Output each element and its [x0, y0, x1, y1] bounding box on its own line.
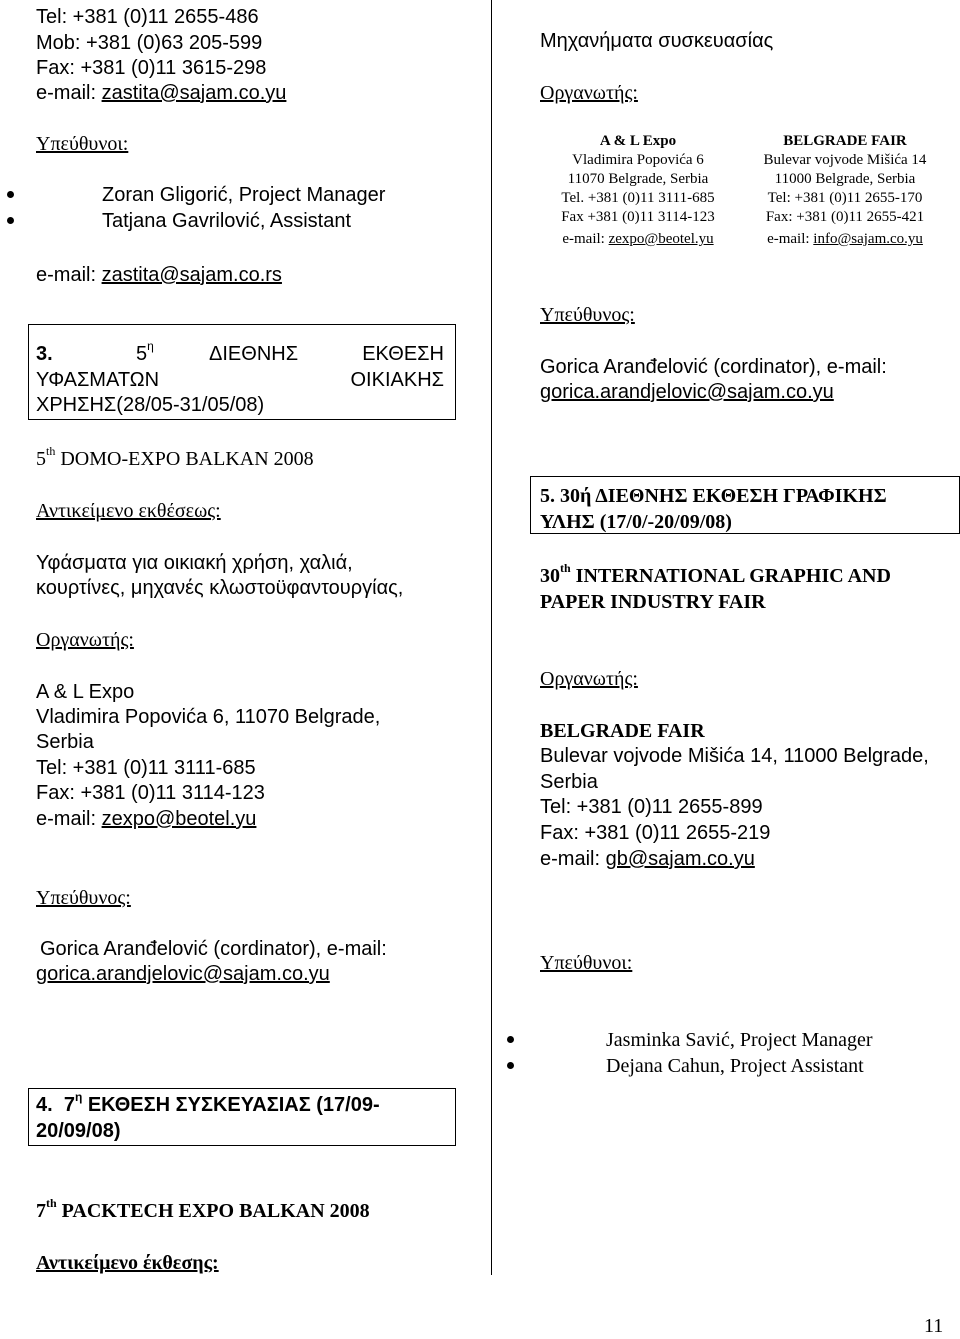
contact-email-label: e-mail:	[36, 82, 102, 104]
right-org-heading: Οργανωτής:	[540, 82, 638, 104]
org-b-addr1: Bulevar vojvode Mišića 14	[763, 152, 927, 168]
org-a-email: e-mail: zexpo@beotel.yu	[562, 231, 714, 247]
graphic-org-name: BELGRADE FAIR	[540, 720, 705, 742]
graphic-org-email	[540, 846, 755, 872]
domo-org-email-label: e-mail:	[36, 808, 102, 830]
graphic-title-line2: PAPER INDUSTRY FAIR	[540, 591, 766, 613]
exhibition-4-title-line2: 20/09/08)	[36, 1120, 121, 1142]
org-a-email-link[interactable]: zexpo@beotel.yu	[608, 231, 714, 247]
domo-resp-heading: Υπεύθυνος:	[36, 887, 131, 909]
bullet-1	[7, 191, 14, 198]
page-number: 11	[924, 1315, 944, 1337]
domo-resp-email[interactable]: gorica.arandjelovic@sajam.co.yu	[36, 963, 330, 985]
contact-tel: Tel: +381 (0)11 2655-486	[36, 6, 259, 28]
packtech-title: 7th PACKTECH EXPO BALKAN 2008	[36, 1196, 370, 1222]
graphic-org-addr2: Serbia	[540, 771, 598, 793]
domo-org-addr1: Vladimira Popovića 6, 11070 Belgrade,	[36, 706, 381, 728]
exhibition-4-title-line1: 4. $7^\eta$ ΕΚΘΕΣΗ ΣΥΣΚΕΥΑΣΙΑΣ (17/09-	[36, 1090, 380, 1116]
exhibition-3-word1: ΔΙΕΘΝΗΣ	[209, 343, 299, 365]
graphic-org-tel: Tel: +381 (0)11 2655-899	[540, 796, 763, 818]
contact-fax: Fax: +381 (0)11 3615-298	[36, 57, 267, 79]
domo-org-tel: Tel: +381 (0)11 3111-685	[36, 757, 256, 779]
domo-subject-heading: Αντικείμενο εκθέσεως:	[36, 500, 221, 522]
org-a-name: A & L Expo	[599, 133, 677, 149]
exhibition-3-ordinal: $5^\eta$	[136, 339, 154, 365]
org-a-tel: Tel. +381 (0)11 3111-685	[561, 190, 715, 206]
exhibition-3-number: 3.	[36, 343, 53, 365]
domo-org-email-link[interactable]: zexpo@beotel.yu	[101, 808, 257, 830]
graphic-resp-item-2: Dejana Cahun, Project Assistant	[606, 1055, 864, 1077]
bullet-4	[507, 1062, 514, 1069]
exhibition-3-word3: ΥΦΑΣΜΑΤΩΝ	[36, 369, 160, 391]
domo-title: 5th DOMO-EXPO BALKAN 2008	[36, 444, 314, 470]
responsible-email	[36, 262, 282, 288]
org-b-fax: Fax: +381 (0)11 2655-421	[765, 209, 925, 225]
org-b-email: e-mail: info@sajam.co.yu	[767, 231, 923, 247]
exhibition-3-word4: ΟΙΚΙΑΚΗΣ	[350, 369, 444, 391]
responsible-item-2: Tatjana Gavrilović, Assistant	[102, 210, 351, 232]
graphic-org-email-label: e-mail:	[540, 848, 606, 870]
org-b-addr2: 11000 Belgrade, Serbia	[774, 171, 916, 187]
machines-text: Μηχανήματα συσκευασίας	[540, 30, 774, 52]
column-divider	[491, 0, 492, 1275]
responsible-heading-1: Υπεύθυνοι:	[36, 133, 129, 155]
org-b-name: BELGRADE FAIR	[783, 133, 907, 149]
responsible-email-link[interactable]: zastita@sajam.co.rs	[101, 264, 282, 286]
org-b-email-link[interactable]: info@sajam.co.yu	[813, 231, 923, 247]
org-a-addr1: Vladimira Popovića 6	[572, 152, 704, 168]
domo-subject-line2: κουρτίνες, μηχανές κλωστοϋφαντουργίας,	[36, 577, 404, 599]
bullet-3	[507, 1036, 514, 1043]
right-resp-heading: Υπεύθυνος:	[540, 304, 635, 326]
domo-resp-line1: Gorica Aranđelović (cordinator), e-mail:	[40, 938, 387, 960]
org-a-fax: Fax +381 (0)11 3114-123	[561, 209, 715, 225]
domo-org-addr2: Serbia	[36, 731, 94, 753]
responsible-item-1: Zoran Gligorić, Project Manager	[102, 184, 386, 206]
domo-org-name: A & L Expo	[36, 681, 135, 703]
graphic-resp-heading: Υπεύθυνοι:	[540, 952, 633, 974]
exhibition-5-title-line2: ΥΛΗΣ (17/0/-20/09/08)	[540, 511, 732, 533]
contact-email-link[interactable]: zastita@sajam.co.yu	[101, 82, 287, 104]
exhibition-3-title-line3: ΧΡΗΣΗΣ(28/05-31/05/08)	[36, 394, 265, 416]
graphic-org-addr1: Bulevar vojvode Mišića 14, 11000 Belgrade,	[540, 745, 929, 767]
domo-subject-line1: Υφάσματα για οικιακή χρήση, χαλιά,	[36, 552, 353, 574]
org-b-tel: Tel: +381 (0)11 2655-170	[767, 190, 923, 206]
right-resp-email[interactable]: gorica.arandjelovic@sajam.co.yu	[540, 381, 834, 403]
exhibition-3-title-line1	[36, 341, 444, 367]
contact-email	[36, 80, 286, 106]
graphic-org-heading: Οργανωτής:	[540, 668, 638, 690]
graphic-org-email-link[interactable]: gb@sajam.co.yu	[605, 848, 755, 870]
domo-org-fax: Fax: +381 (0)11 3114-123	[36, 782, 265, 804]
domo-org-heading: Οργανωτής:	[36, 629, 134, 651]
graphic-org-fax: Fax: +381 (0)11 2655-219	[540, 822, 771, 844]
contact-mob: Mob: +381 (0)63 205-599	[36, 32, 263, 54]
right-resp-line1: Gorica Aranđelović (cordinator), e-mail:	[540, 356, 887, 378]
org-a-addr2: 11070 Belgrade, Serbia	[567, 171, 709, 187]
graphic-title-line1: 30th INTERNATIONAL GRAPHIC AND	[540, 561, 891, 587]
responsible-email-label: e-mail:	[36, 264, 102, 286]
exhibition-3-word2: ΕΚΘΕΣΗ	[362, 343, 444, 365]
exhibition-5-title-line1: 5. 30ή ΔΙΕΘΝΗΣ ΕΚΘΕΣΗ ΓΡΑΦΙΚΗΣ	[540, 485, 887, 507]
packtech-subject-heading: Αντικείμενο έκθεσης:	[36, 1252, 219, 1274]
exhibition-3-title-line2	[36, 367, 444, 393]
graphic-resp-item-1: Jasminka Savić, Project Manager	[606, 1029, 873, 1051]
domo-org-email	[36, 806, 256, 832]
bullet-2	[7, 217, 14, 224]
